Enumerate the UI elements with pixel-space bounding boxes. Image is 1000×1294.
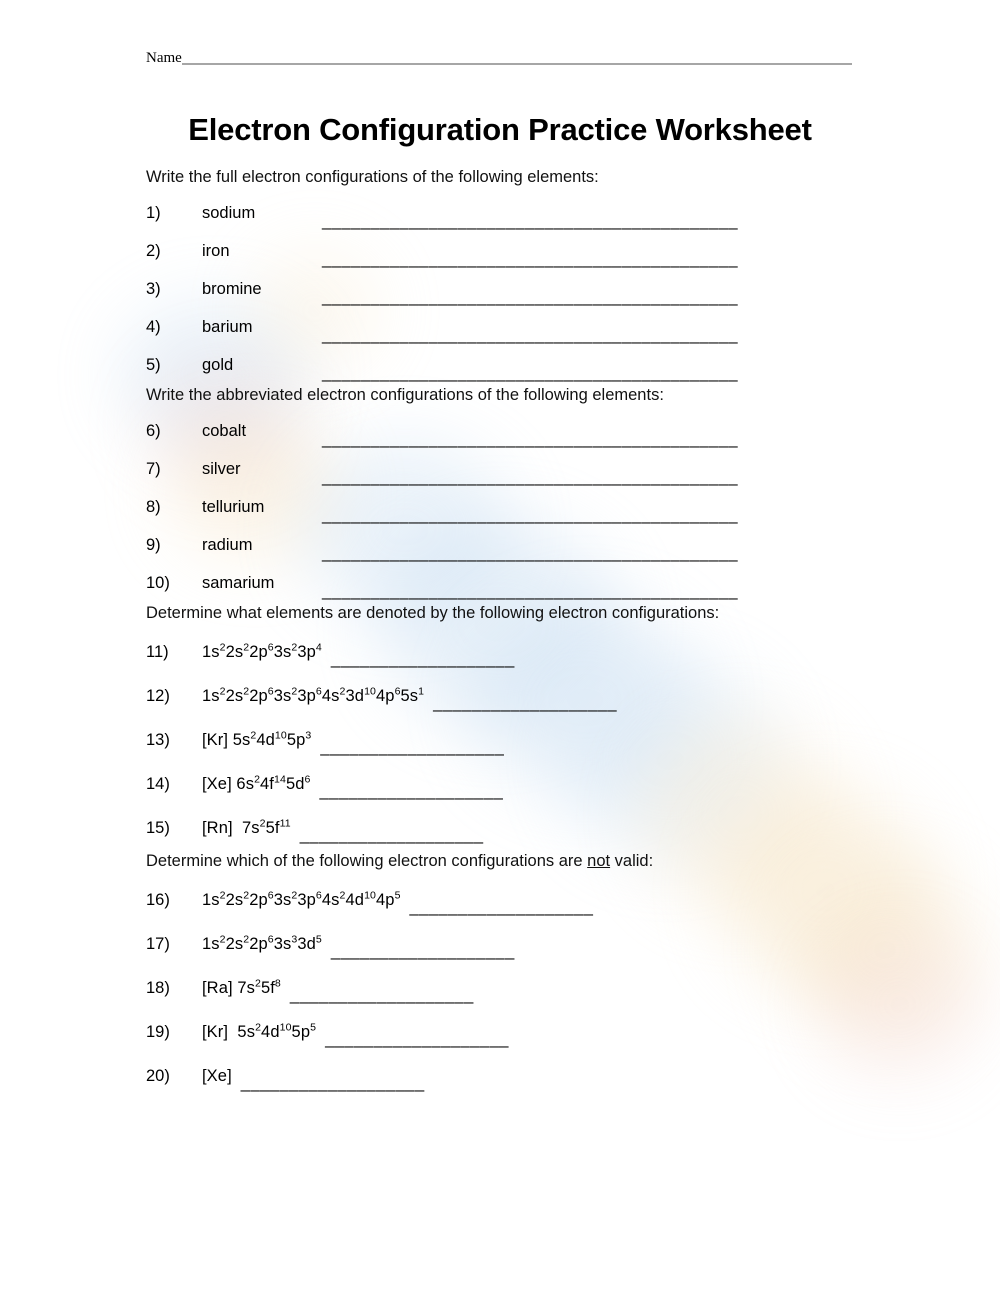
element-name: iron bbox=[202, 241, 230, 260]
heading-emphasis-not: not bbox=[587, 852, 611, 870]
element-name: cobalt bbox=[202, 421, 247, 440]
answer-blank[interactable]: ___________________ bbox=[240, 1073, 425, 1092]
section-heading: Determine what elements are denoted by the following electron configurations: bbox=[146, 604, 720, 622]
section-heading: Write the abbreviated electron configurations of the following elements: bbox=[146, 386, 664, 404]
question-row bbox=[146, 1010, 866, 1054]
page-title: Electron Configuration Practice Worksheet bbox=[188, 112, 812, 147]
section-identify-elements bbox=[146, 602, 866, 850]
answer-blank[interactable]: ___________________ bbox=[289, 985, 474, 1004]
electron-configuration: $1s^22s^22p^63s^23p^64s^24d^{10}4p^5$ bbox=[202, 889, 401, 909]
question-number: 20) bbox=[146, 1066, 170, 1085]
question-row bbox=[146, 674, 866, 718]
question-number: 1) bbox=[146, 203, 161, 222]
question-number: 9) bbox=[146, 535, 161, 554]
question-row bbox=[146, 762, 866, 806]
answer-blank[interactable]: ___________________ bbox=[319, 781, 504, 800]
question-number: 14) bbox=[146, 774, 170, 793]
electron-configuration: $1s^22s^22p^63s^33d^5$ bbox=[202, 933, 322, 953]
element-name: silver bbox=[202, 459, 241, 478]
answer-blank[interactable]: ___________________________________________ bbox=[322, 429, 739, 448]
answer-blank[interactable]: ___________________ bbox=[299, 825, 484, 844]
electron-configuration: [Rn] $7s^25f^{11}$ bbox=[202, 817, 291, 837]
question-list bbox=[146, 630, 866, 850]
question-number: 19) bbox=[146, 1022, 170, 1041]
section-heading: Write the full electron configurations of the following elements: bbox=[146, 168, 599, 186]
answer-blank[interactable]: ___________________ bbox=[330, 941, 515, 960]
question-number: 7) bbox=[146, 459, 161, 478]
answer-blank[interactable]: ___________________________________________ bbox=[322, 505, 739, 524]
question-row bbox=[146, 922, 866, 966]
electron-configuration: $1s^22s^22p^63s^23p^64s^23d^{10}4p^65s^1$ bbox=[202, 685, 425, 705]
question-number: 12) bbox=[146, 686, 170, 705]
element-name: gold bbox=[202, 355, 234, 374]
name-write-in-rule[interactable] bbox=[182, 63, 852, 65]
question-number: 10) bbox=[146, 573, 170, 592]
question-number: 3) bbox=[146, 279, 161, 298]
question-row bbox=[146, 194, 866, 232]
electron-configuration: [Kr] $5s^24d^{10}5p^5$ bbox=[202, 1021, 317, 1041]
section-heading bbox=[146, 850, 866, 872]
section-full-configurations bbox=[146, 166, 866, 384]
answer-blank[interactable]: ___________________________________________ bbox=[322, 467, 739, 486]
question-number: 15) bbox=[146, 818, 170, 837]
question-row bbox=[146, 630, 866, 674]
question-list bbox=[146, 194, 866, 384]
question-number: 18) bbox=[146, 978, 170, 997]
question-number: 5) bbox=[146, 355, 161, 374]
question-number: 16) bbox=[146, 890, 170, 909]
question-number: 6) bbox=[146, 421, 161, 440]
question-list bbox=[146, 412, 866, 602]
answer-blank[interactable]: ___________________________________________ bbox=[322, 211, 739, 230]
element-name: barium bbox=[202, 317, 253, 336]
worksheet-body bbox=[146, 166, 866, 1098]
question-number: 2) bbox=[146, 241, 161, 260]
question-row bbox=[146, 412, 866, 450]
answer-blank[interactable]: ___________________________________________ bbox=[322, 543, 739, 562]
question-row bbox=[146, 308, 866, 346]
element-name: sodium bbox=[202, 203, 256, 222]
question-row bbox=[146, 564, 866, 602]
question-list bbox=[146, 878, 866, 1098]
electron-configuration: [Xe] $6s^24f^{14}5d^6$ bbox=[202, 773, 311, 793]
answer-blank[interactable]: ___________________ bbox=[320, 737, 505, 756]
question-number: 4) bbox=[146, 317, 161, 336]
question-row bbox=[146, 270, 866, 308]
question-row bbox=[146, 878, 866, 922]
question-number: 11) bbox=[146, 642, 169, 661]
electron-configuration: [Kr] $5s^24d^{10}5p^3$ bbox=[202, 729, 312, 749]
section-invalid-configurations bbox=[146, 850, 866, 1098]
question-number: 8) bbox=[146, 497, 161, 516]
answer-blank[interactable]: ___________________________________________ bbox=[322, 363, 739, 382]
question-row bbox=[146, 718, 866, 762]
answer-blank[interactable]: ___________________________________________ bbox=[322, 581, 739, 600]
question-row bbox=[146, 232, 866, 270]
question-number: 17) bbox=[146, 934, 170, 953]
electron-configuration: [Xe] bbox=[202, 1066, 232, 1085]
question-row bbox=[146, 488, 866, 526]
answer-blank[interactable]: ___________________________________________ bbox=[322, 287, 739, 306]
answer-blank[interactable]: ___________________________________________ bbox=[322, 249, 739, 268]
question-row bbox=[146, 526, 866, 564]
answer-blank[interactable]: ___________________ bbox=[433, 693, 617, 712]
element-name: bromine bbox=[202, 279, 262, 298]
question-row bbox=[146, 450, 866, 488]
question-number: 13) bbox=[146, 730, 170, 749]
electron-configuration: $1s^22s^22p^63s^23p^4$ bbox=[202, 641, 322, 661]
element-name: samarium bbox=[202, 573, 275, 592]
name-field-row bbox=[146, 50, 852, 67]
element-name: radium bbox=[202, 535, 253, 554]
question-row bbox=[146, 966, 866, 1010]
name-label: Name bbox=[146, 50, 182, 66]
question-row bbox=[146, 346, 866, 384]
section-abbreviated-configurations bbox=[146, 384, 866, 602]
answer-blank[interactable]: ___________________________________________ bbox=[322, 325, 739, 344]
answer-blank[interactable]: ___________________ bbox=[409, 897, 594, 916]
question-row bbox=[146, 1054, 866, 1098]
question-row bbox=[146, 806, 866, 850]
element-name: tellurium bbox=[202, 497, 265, 516]
heading-text-after: valid: bbox=[610, 852, 654, 870]
answer-blank[interactable]: ___________________ bbox=[330, 649, 515, 668]
answer-blank[interactable]: ___________________ bbox=[325, 1029, 509, 1048]
heading-text-before: Determine which of the following electron configurations are bbox=[146, 852, 588, 870]
electron-configuration: [Ra] $7s^25f^8$ bbox=[202, 977, 281, 997]
